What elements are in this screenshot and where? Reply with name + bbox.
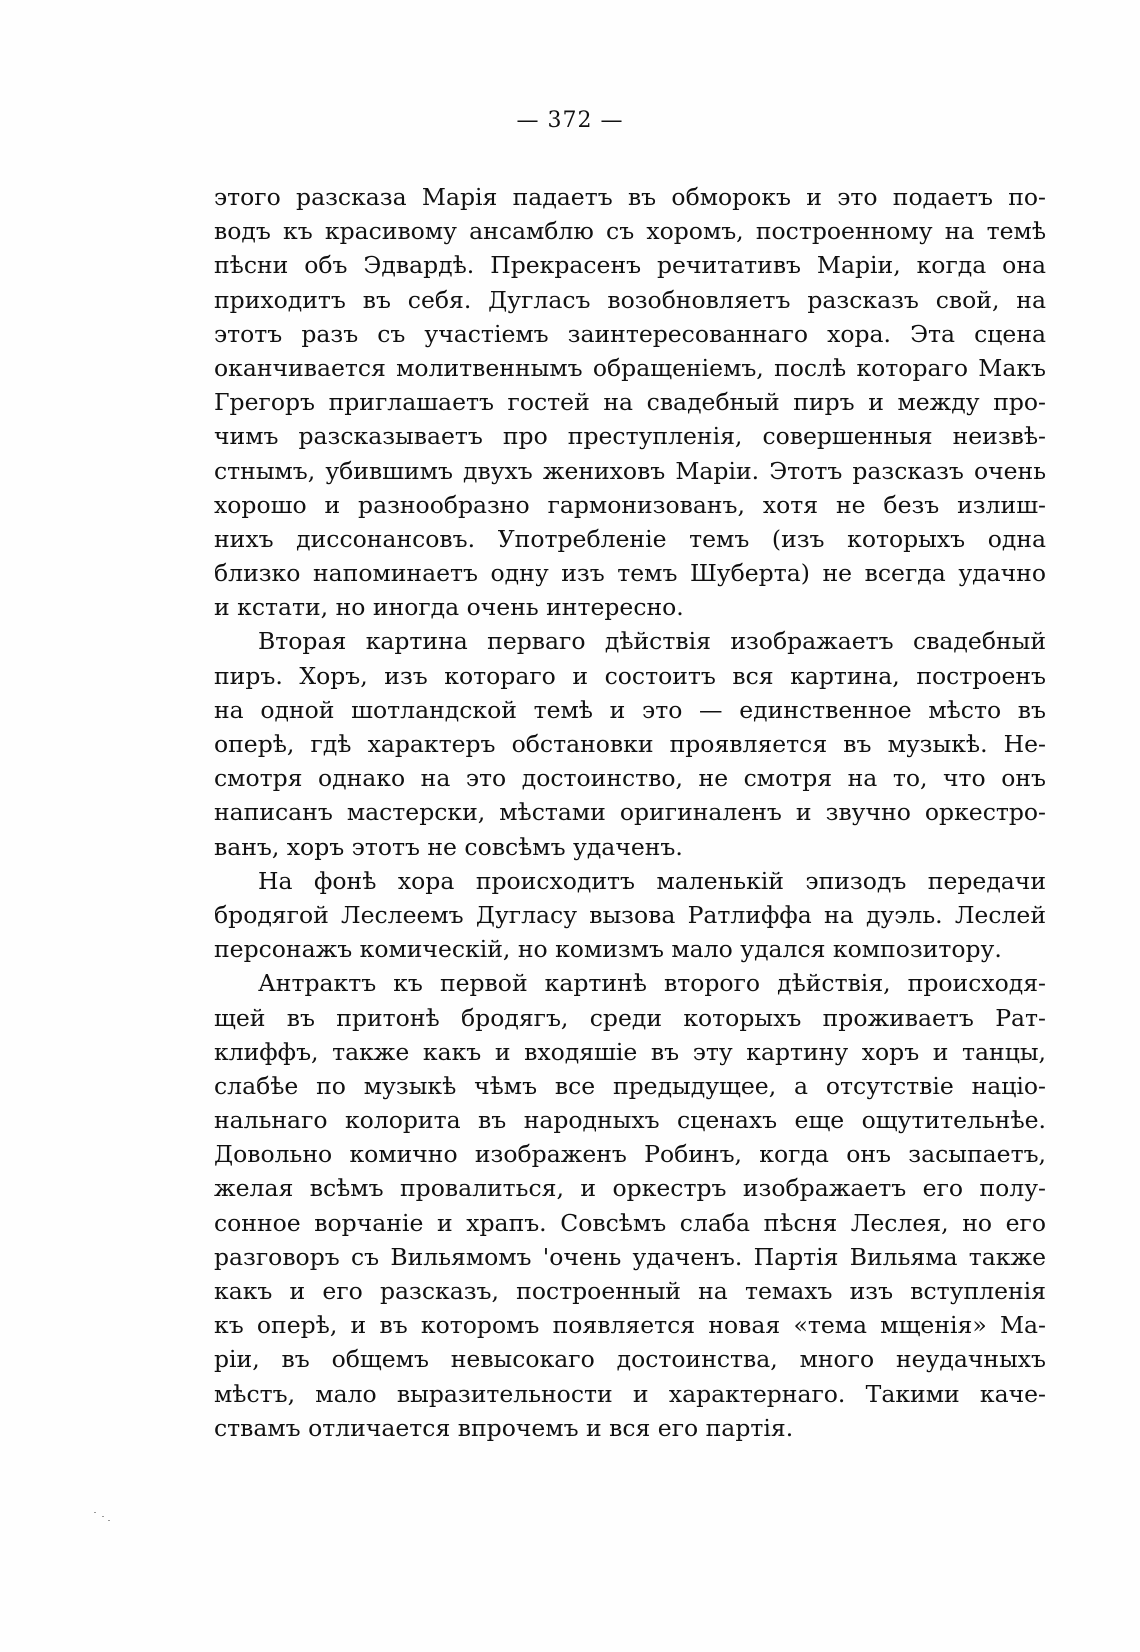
text-line: близко напоминаетъ одну изъ темъ Шуберта) не всегда удачно	[214, 559, 1046, 588]
text-line: Грегоръ приглашаетъ гостей на свадебный пиръ и между про-	[214, 388, 1046, 417]
text-line: этого разсказа Марія падаетъ въ обморокъ и это подаетъ по-	[214, 183, 1046, 211]
text-line: слабѣе по музыкѣ чѣмъ все предыдущее, а отсутствіе націо-	[214, 1071, 1046, 1100]
text-line: приходитъ въ себя. Дугласъ возобновляетъ разсказъ свой, на	[214, 285, 1046, 314]
text-line: какъ и его разсказъ, построенный на темахъ изъ вступленія	[214, 1277, 1046, 1305]
text-line: На фонѣ хора происходитъ маленькій эпизодъ передачи	[258, 866, 1046, 895]
text-line: сонное ворчаніе и храпъ. Совсѣмъ слаба пѣсня Леслея, но его	[214, 1208, 1046, 1237]
text-line: написанъ мастерски, мѣстами оригиналенъ и звучно оркестро-	[214, 798, 1046, 827]
text-line: этотъ разъ съ участіемъ заинтересованнаго хора. Эта сцена	[214, 319, 1046, 348]
text-line: пиръ. Хоръ, изъ котораго и состоитъ вся картина, построенъ	[214, 661, 1046, 690]
text-line: Вторая картина перваго дѣйствія изображаетъ свадебный	[258, 627, 1046, 656]
text-line: стнымъ, убившимъ двухъ жениховъ Маріи. Этотъ разсказъ очень	[214, 456, 1046, 485]
scan-specks	[94, 1512, 114, 1522]
text-line: бродягой Леслеемъ Дугласу вызова Ратлиффа на дуэль. Леслей	[214, 900, 1046, 929]
text-line: клиффъ, также какъ и входяшіе въ эту картину хоръ и танцы,	[214, 1037, 1046, 1066]
text-line: нихъ диссонансовъ. Употребленіе темъ (изъ которыхъ одна	[214, 524, 1046, 553]
text-line: ванъ, хоръ этотъ не совсѣмъ удаченъ.	[214, 832, 683, 861]
text-line: Довольно комично изображенъ Робинъ, когда онъ засыпаетъ,	[214, 1140, 1046, 1169]
text-line: смотря однако на это достоинство, не смотря на то, что онъ	[214, 764, 1046, 793]
body-text	[214, 180, 1046, 1445]
text-line: чимъ разсказываетъ про преступленія, совершенныя неизвѣ-	[214, 422, 1046, 451]
text-line: персонажъ комическій, но комизмъ мало удался композитору.	[214, 935, 1002, 964]
text-line: на одной шотландской темѣ и это — единственное мѣсто въ	[214, 695, 1046, 724]
text-line: желая всѣмъ провалиться, и оркестръ изображаетъ его полу-	[214, 1174, 1046, 1203]
text-line: мѣстъ, мало выразительности и характернаго. Такими каче-	[214, 1379, 1046, 1408]
text-line: оканчивается молитвеннымъ обращеніемъ, послѣ котораго Макъ	[214, 353, 1046, 382]
text-line: водъ къ красивому ансамблю съ хоромъ, построенному на темѣ	[214, 217, 1046, 246]
text-line: къ оперѣ, и въ которомъ появляется новая «тема мщенія» Ма-	[214, 1311, 1046, 1340]
text-line: ріи, въ общемъ невысокаго достоинства, много неудачныхъ	[214, 1345, 1046, 1374]
text-line: Антрактъ къ первой картинѣ второго дѣйствія, происходя-	[258, 969, 1046, 998]
text-line: пѣсни объ Эдвардѣ. Прекрасенъ речитативъ Маріи, когда она	[214, 251, 1046, 280]
page-number: — 372 —	[516, 108, 624, 133]
text-line: разговоръ съ Вильямомъ 'очень удаченъ. Партія Вильяма также	[214, 1242, 1046, 1271]
text-line: и кстати, но иногда очень интересно.	[214, 593, 684, 622]
text-line: оперѣ, гдѣ характеръ обстановки проявляется въ музыкѣ. Не-	[214, 730, 1046, 758]
text-line: ствамъ отличается впрочемъ и вся его партія.	[214, 1413, 794, 1442]
text-line: щей въ притонѣ бродягъ, среди которыхъ проживаетъ Рат-	[214, 1003, 1046, 1032]
text-line: нальнаго колорита въ народныхъ сценахъ еще ощутительнѣе.	[214, 1106, 1046, 1135]
text-line: хорошо и разнообразно гармонизованъ, хотя не безъ излиш-	[214, 490, 1046, 519]
